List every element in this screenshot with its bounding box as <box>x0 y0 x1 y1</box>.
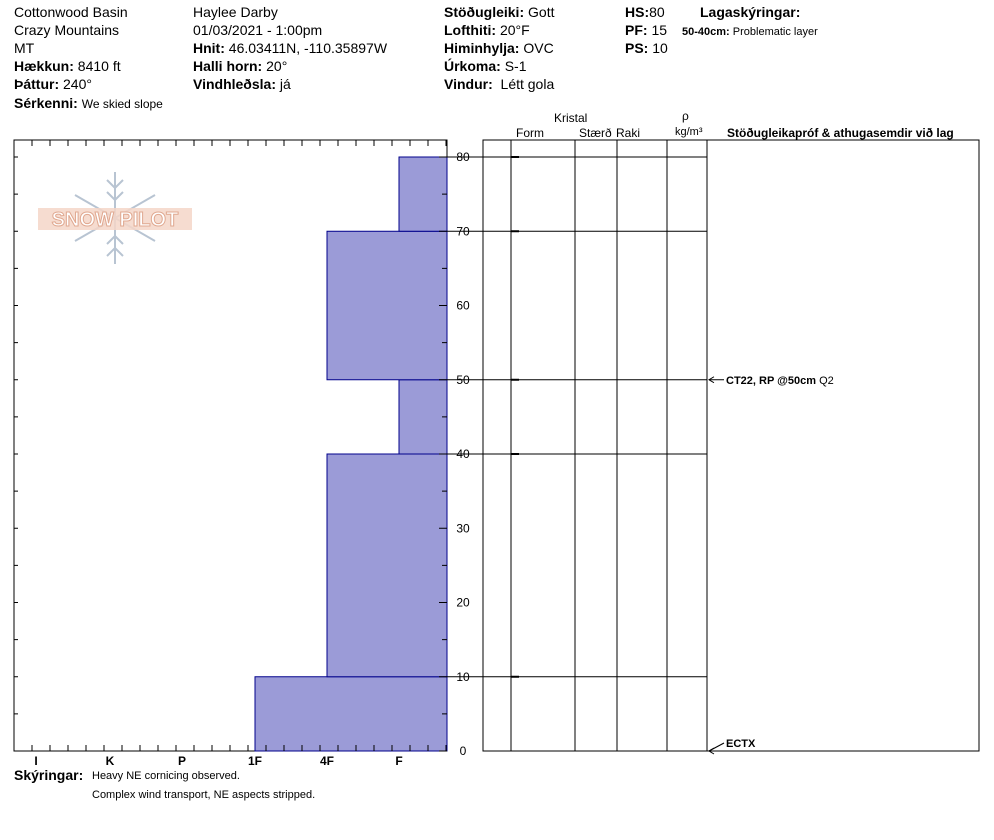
elevation-value: 8410 ft <box>77 58 121 74</box>
comment-line-1: Heavy NE cornicing observed. <box>92 770 240 782</box>
size-header: Stærð <box>579 126 612 140</box>
sky-label: Himinhylja: <box>444 40 520 56</box>
kristal-header: Kristal <box>554 111 588 125</box>
y-tick-label: 60 <box>456 298 470 313</box>
comments-label: Skýringar: <box>14 767 84 783</box>
hardness-layer-bar <box>255 677 447 751</box>
features-value: We skied slope <box>81 97 163 111</box>
aspect-label: Þáttur: <box>14 76 60 92</box>
y-tick-label: 30 <box>456 521 470 536</box>
form-header: Form <box>516 126 544 140</box>
layer-note-text: Problematic layer <box>732 26 818 38</box>
stability-label: Stöðugleiki: <box>444 4 525 20</box>
comment-line-2: Complex wind transport, NE aspects stripped. <box>92 789 316 801</box>
moisture-header: Raki <box>616 126 641 140</box>
slope-value: 20° <box>266 58 288 74</box>
x-tick-label: P <box>177 754 187 768</box>
stability-test-quality: Q2 <box>816 374 834 387</box>
density-unit-header: kg/m³ <box>675 126 703 138</box>
coords-label: Hnit: <box>193 40 225 56</box>
pf-label: PF: <box>625 22 648 38</box>
precip-value: S-1 <box>504 58 527 74</box>
wind-value: Létt gola <box>500 76 555 92</box>
coords-value: 46.03411N, -110.35897W <box>228 40 388 56</box>
location-line-2: Crazy Mountains <box>14 22 120 38</box>
layer-note-range: 50-40cm: <box>682 26 730 38</box>
hs-value: 80 <box>649 4 665 20</box>
elevation-label: Hækkun: <box>14 58 74 74</box>
y-tick-label: 20 <box>456 595 470 610</box>
aspect-value: 240° <box>63 76 92 92</box>
wind-loading-value: já <box>279 76 291 92</box>
hardness-layer-bar <box>399 380 447 454</box>
air-temp-value: 20°F <box>499 22 530 38</box>
features-label: Sérkenni: <box>14 95 78 111</box>
ps-label: PS: <box>625 40 649 56</box>
rho-header: ρ <box>682 109 689 123</box>
hs-label: HS: <box>625 4 650 20</box>
stability-test-label <box>726 738 756 750</box>
layer-notes-title: Lagaskýringar: <box>700 4 801 20</box>
sky-value: OVC <box>523 40 554 56</box>
y-tick-label: 80 <box>456 150 470 164</box>
hardness-layer-bar <box>399 157 447 231</box>
logo-text: SNOW PILOT <box>51 209 179 231</box>
y-tick-label: 40 <box>456 447 470 461</box>
tests-header: Stöðugleikapróf & athugasemdir við lag <box>727 126 954 140</box>
location-line-3: MT <box>14 40 35 56</box>
precip-label: Úrkoma: <box>444 58 501 74</box>
x-tick-label: K <box>105 754 115 768</box>
stability-test-label <box>726 375 834 387</box>
wind-loading-label: Vindhleðsla: <box>193 76 276 92</box>
x-tick-label: I <box>34 754 38 768</box>
hardness-layer-bar <box>327 454 447 677</box>
x-tick-label: 1F <box>247 754 263 768</box>
observer: Haylee Darby <box>193 4 278 20</box>
y-tick-label: 10 <box>456 669 470 684</box>
wind-label: Vindur: <box>444 76 493 92</box>
slope-label: Halli horn: <box>193 58 263 74</box>
location-line-1: Cottonwood Basin <box>14 4 128 20</box>
ps-value: 10 <box>652 40 668 56</box>
y-tick-label: 0 <box>459 744 467 758</box>
x-tick-label: F <box>395 754 403 768</box>
x-tick-label: 4F <box>319 754 335 768</box>
hardness-layer-bar <box>327 231 447 380</box>
stability-test-code: ECTX <box>726 738 756 750</box>
stability-value: Gott <box>528 4 555 20</box>
stability-test-code: CT22, RP @50cm <box>726 374 817 387</box>
y-tick-label: 50 <box>456 372 470 387</box>
pf-value: 15 <box>651 22 668 38</box>
y-tick-label: 70 <box>456 224 470 239</box>
air-temp-label: Lofthiti: <box>444 22 497 38</box>
datetime: 01/03/2021 - 1:00pm <box>193 22 323 38</box>
